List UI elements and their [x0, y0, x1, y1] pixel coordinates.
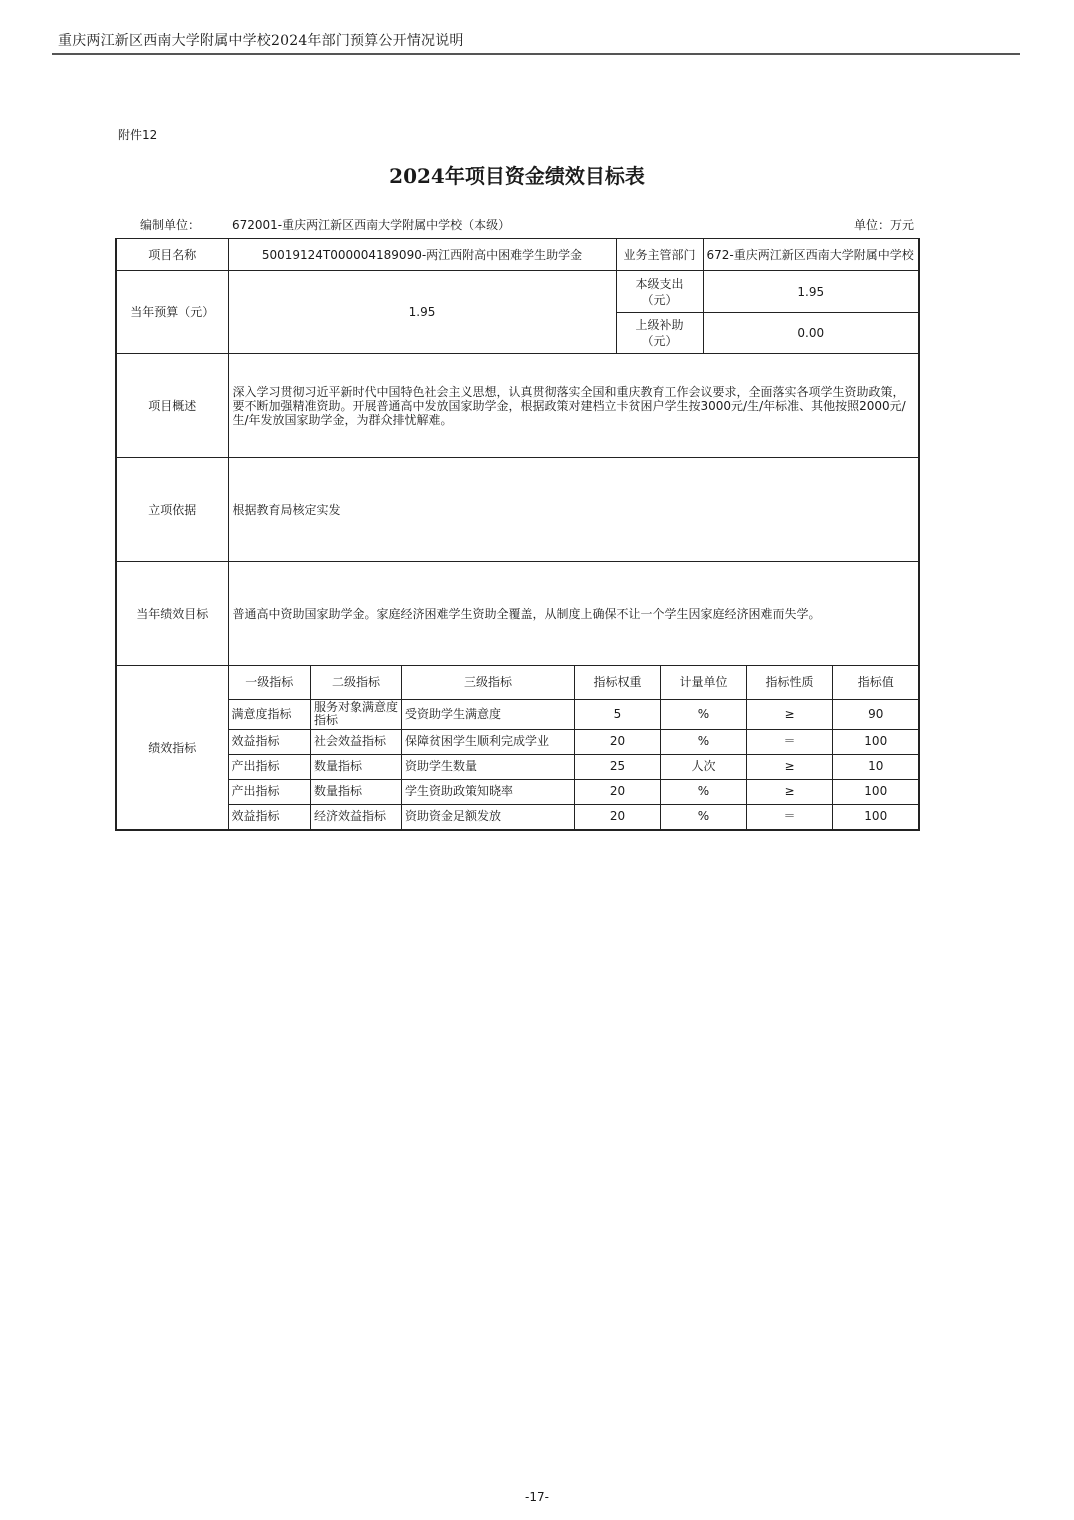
row2-value: 100	[833, 729, 919, 754]
row3-level3: 资助学生数量	[402, 754, 575, 779]
page-title: 2024年项目资金绩效目标表	[389, 164, 645, 188]
row4-value: 100	[833, 779, 919, 804]
header-level3: 三级指标	[402, 666, 575, 699]
row1-nature: ≥	[747, 699, 833, 729]
row1-level3: 受资助学生满意度	[402, 699, 575, 729]
budget-value: 1.95	[228, 271, 616, 354]
row2-level2: 社会效益指标	[311, 729, 402, 754]
dept-value: 672-重庆两江新区西南大学附属中学校	[703, 239, 919, 271]
row3-level2: 数量指标	[311, 754, 402, 779]
compiling-unit-label: 编制单位：	[140, 218, 201, 232]
row3-unit: 人次	[661, 754, 747, 779]
row5-level3: 资助资金足额发放	[402, 804, 575, 829]
upper-subsidy-value: 0.00	[703, 313, 919, 354]
header-weight: 指标权重	[575, 666, 661, 699]
table-row	[229, 699, 919, 729]
indicator-table	[229, 666, 919, 829]
row1-value: 90	[833, 699, 919, 729]
row5-nature: ＝	[747, 804, 833, 829]
indicator-header-row	[229, 666, 919, 699]
header-level2: 二级指标	[311, 666, 402, 699]
row3-value: 10	[833, 754, 919, 779]
row2-level1: 效益指标	[229, 729, 311, 754]
goal-value: 普通高中资助国家助学金。家庭经济困难学生资助全覆盖，从制度上确保不让一个学生因家庭经济困难而失学。	[228, 562, 919, 666]
row4-weight: 20	[575, 779, 661, 804]
row5-level2: 经济效益指标	[311, 804, 402, 829]
row2-level3: 保障贫困学生顺利完成学业	[402, 729, 575, 754]
row5-level1: 效益指标	[229, 804, 311, 829]
upper-subsidy-label-text: 上级补助（元）	[635, 318, 684, 348]
row4-level2: 数量指标	[311, 779, 402, 804]
row3-level1: 产出指标	[229, 754, 311, 779]
table-row	[229, 804, 919, 829]
performance-table	[115, 238, 920, 831]
header-nature: 指标性质	[747, 666, 833, 699]
own-expense-label-text: 本级支出（元）	[635, 276, 684, 307]
row4-nature: ≥	[747, 779, 833, 804]
compiling-unit-value: 672001-重庆两江新区西南大学附属中学校（本级）	[232, 218, 511, 232]
row1-level1: 满意度指标	[229, 699, 311, 729]
table-row	[229, 729, 919, 754]
row1-unit: %	[661, 699, 747, 729]
row3-weight: 25	[575, 754, 661, 779]
basis-value: 根据教育局核定实发	[228, 458, 919, 562]
table-row	[229, 779, 919, 804]
own-expense-label	[616, 271, 703, 313]
page-number: -17-	[525, 1490, 549, 1504]
money-unit: 单位：万元	[853, 218, 914, 232]
header-value: 指标值	[833, 666, 919, 699]
row5-weight: 20	[575, 804, 661, 829]
indicator-cell	[228, 666, 919, 831]
goal-label: 当年绩效目标	[116, 562, 228, 666]
attachment-label: 附件12	[118, 128, 158, 142]
row4-unit: %	[661, 779, 747, 804]
header-level1: 一级指标	[229, 666, 311, 699]
header-divider	[52, 53, 1020, 55]
row4-level1: 产出指标	[229, 779, 311, 804]
upper-subsidy-label	[616, 313, 703, 354]
indicator-label: 绩效指标	[116, 666, 228, 831]
row2-unit: %	[661, 729, 747, 754]
row5-value: 100	[833, 804, 919, 829]
project-name-label: 项目名称	[116, 239, 228, 271]
row1-level2: 服务对象满意度指标	[311, 699, 402, 729]
budget-label: 当年预算（元）	[116, 271, 228, 354]
row1-weight: 5	[575, 699, 661, 729]
row5-unit: %	[661, 804, 747, 829]
overview-value: 深入学习贯彻习近平新时代中国特色社会主义思想，认真贯彻落实全国和重庆教育工作会议要求，全面落实各项学生资助政策，要不断加强精准资助。开展普通高中发放国家助学金，根据政策对建档立卡贫困户学生按3000元/生/年标准、其他按照2000元/生/年发放国家助学金，为群众排忧解难。	[228, 354, 919, 458]
dept-label: 业务主管部门	[616, 239, 703, 271]
overview-label: 项目概述	[116, 354, 228, 458]
row2-nature: ＝	[747, 729, 833, 754]
row3-nature: ≥	[747, 754, 833, 779]
row4-level3: 学生资助政策知晓率	[402, 779, 575, 804]
table-row	[229, 754, 919, 779]
page-header: 重庆两江新区西南大学附属中学校2024年部门预算公开情况说明	[58, 33, 464, 49]
project-name-value: 50019124T000004189090-两江西附高中困难学生助学金	[228, 239, 616, 271]
row2-weight: 20	[575, 729, 661, 754]
header-unit: 计量单位	[661, 666, 747, 699]
basis-label: 立项依据	[116, 458, 228, 562]
own-expense-value: 1.95	[703, 271, 919, 313]
